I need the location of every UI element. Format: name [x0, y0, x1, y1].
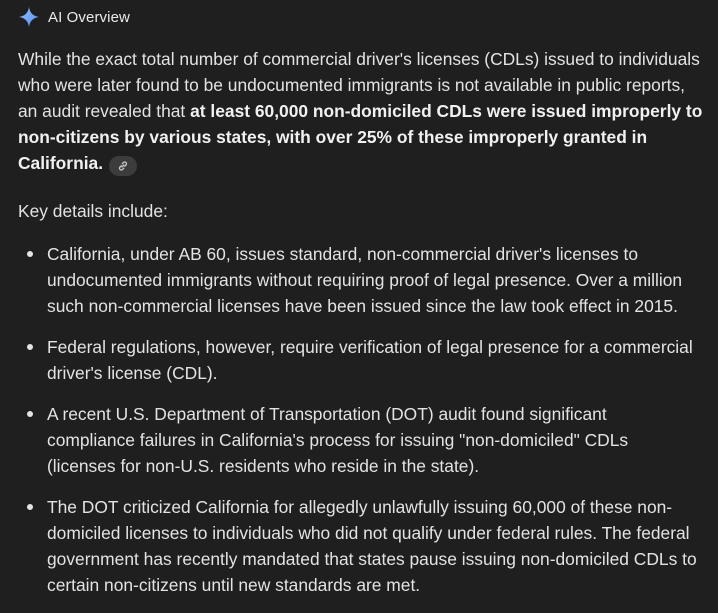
list-item [0, 241, 697, 319]
list-item [0, 494, 697, 598]
list-item-text: The DOT criticized California for allegedly unlawfully issuing 60,000 of these non-domiciled licenses to individuals who did not qualify under federal rules. The federal government has recently mandated that states pause issuing non-domiciled CDLs to certain non-citizens until new standards are met. [47, 497, 697, 595]
list-item-text: California, under AB 60, issues standard, non-commercial driver's licenses to undocumented immigrants without requiring proof of legal presence. Over a million such non-commercial licenses have been issued since the law took effect in 2015. [47, 244, 683, 316]
list-item [0, 401, 697, 479]
bullet-dot [27, 251, 33, 257]
link-icon [117, 160, 129, 172]
list-item [0, 334, 697, 386]
bullet-dot [27, 504, 33, 510]
intro-paragraph [18, 46, 708, 176]
key-details-list [0, 241, 718, 613]
source-link-button[interactable] [109, 156, 137, 176]
key-details-heading: Key details include: [18, 201, 168, 221]
intro-text: While the exact total number of commercial driver's licenses (CDLs) issued to individuals who were later found to be undocumented immigrants is not available in public reports, an audit revealed that [18, 49, 700, 121]
intro-bold-text: at least 60,000 non-domiciled CDLs were issued improperly to non-citizens by various states, with over 25% of these improperly granted in California. [18, 101, 703, 173]
ai-overview-title: AI Overview [48, 8, 130, 26]
bullet-dot [27, 411, 33, 417]
list-item-text: Federal regulations, however, require verification of legal presence for a commercial driver's license (CDL). [47, 337, 693, 383]
bullet-dot [27, 344, 33, 350]
list-item-text: A recent U.S. Department of Transportation (DOT) audit found significant compliance failures in California's process for issuing "non-domiciled" CDLs (licenses for non-U.S. residents who reside in the state). [47, 404, 629, 476]
sparkle-icon [18, 6, 40, 28]
ai-overview-header [18, 6, 130, 28]
